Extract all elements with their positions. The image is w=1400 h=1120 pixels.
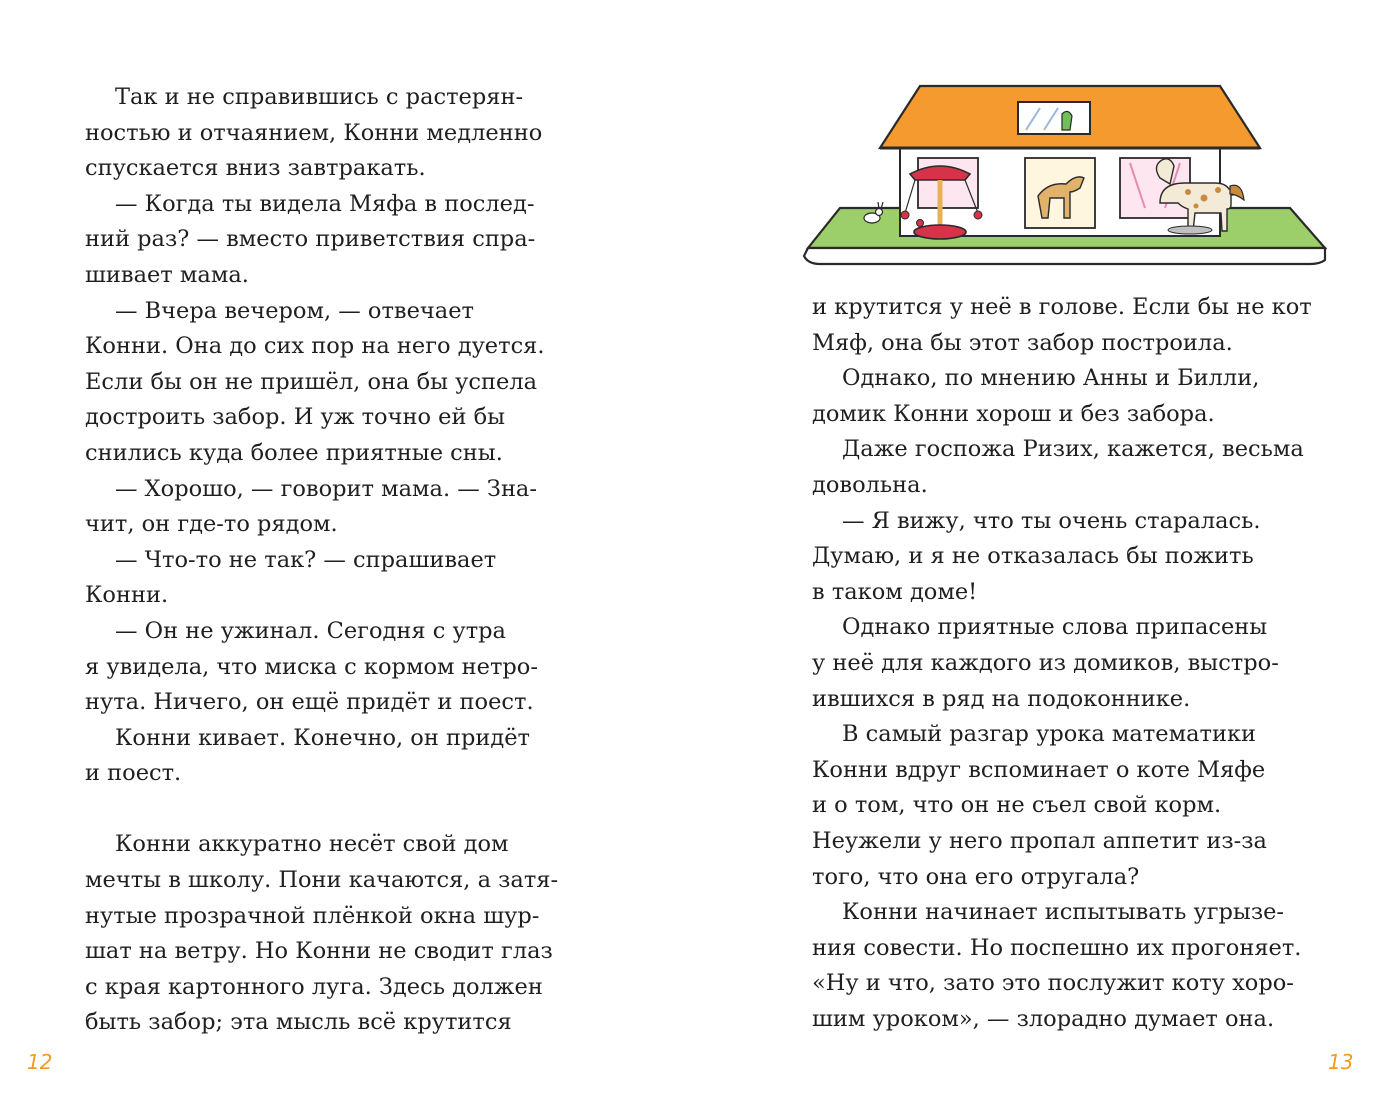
- text-line: Даже госпожа Ризих, кажется, весьма: [842, 436, 1304, 463]
- text-line: довольна.: [812, 471, 928, 498]
- text-line: снились куда более приятные сны.: [85, 439, 503, 466]
- text-line: Однако приятные слова припасены: [842, 614, 1268, 641]
- text-line: быть забор; эта мысль всё крутится: [85, 1009, 512, 1036]
- text-line: я увидела, что миска с кормом нетро-: [85, 653, 538, 680]
- text-line: с края картонного луга. Здесь должен: [85, 973, 543, 1000]
- text-line: Неужели у него пропал аппетит из-за: [812, 827, 1267, 854]
- text-line: В самый разгар урока математики: [842, 721, 1257, 748]
- page-number-right: 13: [1328, 1050, 1354, 1074]
- text-line: домик Конни хорош и без забора.: [812, 400, 1215, 427]
- text-line: Мяф, она бы этот забор построила.: [812, 329, 1233, 356]
- text-line: шим уроком», — злорадно думает она.: [812, 1005, 1275, 1032]
- text-line: Конни кивает. Конечно, он придёт: [115, 724, 531, 751]
- text-line: ния совести. Но поспешно их прогоняет.: [812, 934, 1302, 961]
- text-line: и поест.: [85, 760, 182, 787]
- text-line: у неё для каждого из домиков, выстро-: [812, 649, 1279, 676]
- text-line: шивает мама.: [85, 261, 249, 288]
- text-line: — Он не ужинал. Сегодня с утра: [115, 617, 506, 644]
- text-line: достроить забор. И уж точно ей бы: [85, 404, 506, 431]
- text-line: нута. Ничего, он ещё придёт и поест.: [85, 689, 534, 716]
- right-page: [700, 0, 1400, 1120]
- text-line: Конни начинает испытывать угрызе-: [842, 899, 1285, 926]
- text-line: Думаю, и я не отказалась бы пожить: [812, 543, 1254, 570]
- text-line: Конни.: [85, 582, 169, 609]
- text-line: спускается вниз завтракать.: [85, 155, 426, 182]
- text-line: и крутится у неё в голове. Если бы не кот: [812, 294, 1312, 320]
- text-line: — Вчера вечером, — отвечает: [115, 297, 474, 324]
- text-line: шат на ветру. Но Конни не сводит глаз: [85, 938, 553, 965]
- text-line: — Когда ты видела Мяфа в послед-: [115, 190, 535, 217]
- text-line: ний раз? — вместо приветствия спра-: [85, 226, 536, 253]
- text-line: Так и не справившись с растерян-: [115, 84, 524, 110]
- text-line: того, что она его отругала?: [812, 863, 1140, 890]
- text-line: мечты в школу. Пони качаются, а затя-: [85, 867, 559, 894]
- text-line: ностью и отчаянием, Конни медленно: [85, 119, 543, 146]
- text-line: в таком доме!: [812, 578, 978, 605]
- text-line: «Ну и что, зато это послужит коту хоро-: [812, 970, 1294, 997]
- text-line: нутые прозрачной плёнкой окна шур-: [85, 902, 540, 929]
- text-line: чит, он где-то рядом.: [85, 511, 338, 538]
- text-line: ившихся в ряд на подоконнике.: [812, 685, 1191, 712]
- text-line: Конни. Она до сих пор на него дуется.: [85, 333, 545, 360]
- text-line: — Что-то не так? — спрашивает: [115, 546, 497, 573]
- text-line: Конни аккуратно несёт свой дом: [115, 831, 509, 858]
- text-line: Конни вдруг вспоминает о коте Мяфе: [812, 756, 1266, 783]
- page-number-left: 12: [27, 1050, 53, 1074]
- right-page-text: [812, 290, 1332, 1037]
- left-page-text: [85, 80, 585, 1041]
- text-line: — Я вижу, что ты очень старалась.: [842, 507, 1261, 534]
- text-line: Если бы он не пришёл, она бы успела: [85, 368, 538, 395]
- house-illustration: [800, 78, 1330, 278]
- text-line: и о том, что он не съел свой корм.: [812, 792, 1222, 819]
- text-line: — Хорошо, — говорит мама. — Зна-: [115, 475, 537, 502]
- text-line: Однако, по мнению Анны и Билли,: [842, 365, 1260, 392]
